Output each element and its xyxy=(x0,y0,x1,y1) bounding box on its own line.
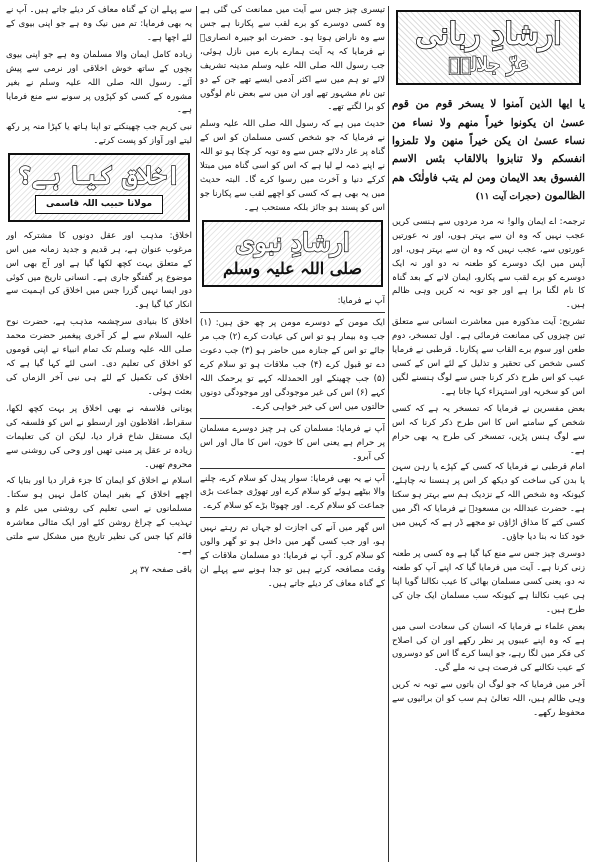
paragraph: آخر میں فرمایا کہ جو لوگ ان باتوں سے توبہ نہ کریں وہی ظالم ہیں، اللہ تعالیٰ ہم سب کو ان برائیوں سے محفوظ رکھے۔ xyxy=(392,680,585,719)
article-paragraph: یونانی فلاسفہ نے بھی اخلاق پر بہت کچھ لکھا، سقراط، افلاطون اور ارسطو نے اس کو فلسفہ کی ایک مستقل شاخ قرار دیا، لیکن ان کی تعلیمات زیادہ تر عقل پر مبنی تھیں اور وحی کی روشنی سے محروم تھیں۔ xyxy=(6,403,192,470)
continued-note: باقی صفحہ ۳۷ پر xyxy=(130,564,192,574)
hadith-paragraph: آپ نے فرمایا: مسلمان کی ہر چیز دوسرے مسلمان پر حرام ہے یعنی اس کا خون، اس کا مال اور اس کی آبرو۔ xyxy=(200,418,385,465)
paragraph: دوسری چیز جس سے منع کیا گیا ہے وہ کسی پر طعنہ زنی کرنا ہے۔ آیت میں فرمایا گیا کہ اپنے آپ کو طعنہ نہ دو، یعنی کسی مسلمان بھائی کا عیب نکالنا گویا اپنا ہی عیب نکالنا ہے کیونکہ سب مسلمان ایک جان کی طرح ہیں۔ xyxy=(392,549,585,615)
paragraph: نبی کریم جب چھینکتے تو اپنا ہاتھ یا کپڑا منہ پر رکھ لیتے اور آواز کو پست کرتے۔ xyxy=(6,122,192,147)
article-author: مولانا حبیب اللہ قاسمی xyxy=(35,195,163,214)
paragraph: ترجمہ: اے ایمان والو! نہ مرد مردوں سے ہنسی کریں عجب نہیں کہ وہ ان سے بہتر ہوں، اور نہ عورتیں عورتوں سے، عجب نہیں کہ وہ ان سے بہتر ہوں، اور آپس میں ایک دوسرے کو طعنہ نہ دو اور نہ ایک دوسرے کو برے لقب سے پکارو، ایمان لانے کے بعد گناہ کا نام لگنا برا ہے اور جو توبہ نہ کریں وہی ظالم ہیں۔ xyxy=(392,216,585,311)
article-title: اخلاق کیا ہے؟ xyxy=(17,161,181,191)
section-subtitle: صلی اللہ علیہ وسلم xyxy=(222,258,363,278)
hadith-paragraph: آپ نے یہ بھی فرمایا: سوار پیدل کو سلام کرے، چلنے والا بیٹھے ہوئے کو سلام کرے اور تھوڑی جماعت بڑی جماعت کو سلام کرے۔ اور چھوٹا بڑے کو سلام کرے۔ xyxy=(200,468,385,515)
quran-verse xyxy=(392,95,585,206)
section-title: ارشادِ ربانی xyxy=(415,17,562,52)
paragraph: بعض علماء نے فرمایا کہ انسان کی سعادت اسی میں ہے کہ وہ اپنے عیبوں پر نظر رکھے اور ان کی اصلاح کی فکر میں لگا رہے، جو ایسا کرے گا اس کو دوسروں کے عیب نکالنے کی فرصت ہی نہ ملے گی۔ xyxy=(392,621,585,674)
paragraph: امام قرطبی نے فرمایا کہ کسی کے کپڑے یا رہن سہن یا بدن کی ساخت کو دیکھ کر اس پر ہنسنا نہ چاہئے، کیونکہ وہ شخص اللہ کے نزدیک ہم سے بہتر ہو سکتا ہے۔ حضرت عبداللہ بن مسعودؓ نے فرمایا کہ اگر میں کسی کتے کا مذاق اڑاؤں تو مجھے ڈر ہے کہ کہیں میں خود کتا نہ بنا دیا جاؤں۔ xyxy=(392,462,585,543)
hadith-paragraph: ایک مومن کے دوسرے مومن پر چھ حق ہیں: (۱) جب وہ بیمار ہو تو اس کی عیادت کرے (۲) جب مر جائے تو اس کے جنازہ میں حاضر ہو (۳) جب دعوت دے تو قبول کرے (۴) جب ملاقات ہو تو سلام کرے (۵) جب چھینکے اور الحمدللہ کہے تو یرحمک اللہ کہے (۶) اس کی غیر موجودگی اور موجودگی دونوں حالتوں میں اس کی خیر خواہی کرے۔ xyxy=(200,312,385,414)
middle-column xyxy=(200,4,385,595)
column-divider xyxy=(196,6,197,862)
section-subtitle: عزّ جلالہٗ xyxy=(448,53,529,76)
paragraph: حدیث میں ہے کہ رسول اللہ صلی اللہ علیہ وسلم نے فرمایا کہ جو شخص کسی مسلمان کو اس کے گناہ پر عار دلائے جس سے وہ توبہ کر چکا ہو تو اللہ نے اپنے ذمہ لے لیا ہے کہ اس کو اسی گناہ میں مبتلا کرکے دنیا و آخرت میں رسوا کرے گا۔ البتہ حدیث میں یہ بھی ہے کہ کسی کو اچھے لقب سے پکارنا جو اس کو پسند ہو جائز بلکہ مستحب ہے۔ xyxy=(200,119,385,213)
paragraph: تشریح: آیت مذکورہ میں معاشرت انسانی سے متعلق تین چیزوں کی ممانعت فرمائی ہے۔ اول تمسخر، دوم طعن اور سوم برے القاب سے پکارنا۔ قرطبی نے فرمایا کسی شخص کی تحقیر و تذلیل کے لئے اس کے کسی عیب کو اس طرح ذکر کرنا جس سے لوگ ہنسنے لگیں اس کو سخریہ اور استہزاء کہا جاتا ہے۔ xyxy=(392,317,585,397)
verse-text: یا ایھا الذین آمنوا لا یسخر قوم من قوم عسیٰ ان یکونوا خیراً منھم ولا نساء من نساء عسیٰ ان یکن خیراً منھن ولا تلمزوا انفسکم ولا تنابزوا بالالقاب بئس الاسم الفسوق بعد الایمان ومن لم یتب فاولٰئک ھم الظالمون xyxy=(392,98,585,203)
irshad-nabawi-title-box xyxy=(202,220,383,288)
paragraph: زیادہ کامل ایمان والا مسلمان وہ ہے جو اپنی بیوی بچوں کے ساتھ خوش اخلاقی اور نرمی سے پیش آئے۔ رسول اللہ صلی اللہ علیہ وسلم نے بغیر مشورہ کے کسی کو کپڑوں پر سونے سے منع فرمایا ہے۔ xyxy=(6,49,192,116)
irshad-rabbani-title-box xyxy=(396,10,581,85)
verse-reference: (حجرات آیت ۱۱) xyxy=(475,192,541,203)
article-paragraph: اخلاق کا بنیادی سرچشمہ مذہب ہے، حضرت نوح علیہ السلام سے لے کر آخری پیغمبر حضرت محمد صلی اللہ علیہ وسلم تک تمام انبیاء نے اپنی قوموں کو اخلاق کی تعلیم دی۔ اسی لئے کہا گیا ہے کہ اخلاق کی تکمیل کے لئے ہی نبی آخر الزماں کی بعثت ہوئی۔ xyxy=(6,317,192,397)
left-column xyxy=(6,4,192,577)
column-divider xyxy=(388,6,389,862)
article-paragraph: اخلاق: مذہب اور عقل دونوں کا مشترکہ اور مرغوب عنوان ہے، ہر قدیم و جدید زمانہ میں اس کے متعلق بہت کچھ لکھا گیا ہے اور آج بھی اس موضوع پر گفتگو جاری ہے۔ انسانی تاریخ میں کوئی دور ایسا نہیں گزرا جس میں اخلاق کی اہمیت سے انکار کیا گیا ہو۔ xyxy=(6,230,192,311)
article-paragraph: اسلام نے اخلاق کو ایمان کا جزء قرار دیا اور بتایا کہ اچھے اخلاق کے بغیر ایمان کامل نہیں ہو سکتا۔ مسلمانوں نے اسی تعلیم کی روشنی میں علم و تہذیب کے چراغ روشن کئے اور ایک مثالی معاشرہ قائم کیا جس کی نظیر تاریخ میں مشکل سے ملتی ہے۔ xyxy=(6,476,192,557)
paragraph: تیسری چیز جس سے آیت میں ممانعت کی گئی ہے وہ کسی دوسرے کو برے لقب سے پکارنا ہے جس سے وہ ناراض ہوتا ہو۔ حضرت ابو جبیرہ انصاریؓ نے فرمایا کہ یہ آیت ہمارے بارے میں نازل ہوئی، جب رسول اللہ صلی اللہ علیہ وسلم مدینہ تشریف لائے تو ہم میں سے اکثر آدمی ایسے تھے جن کے دو تین نام مشہور تھے اور ان میں سے بعض نام لوگوں کو برا لگتے تھے۔ xyxy=(200,5,385,113)
akhlaq-title-box xyxy=(8,153,190,222)
section-title: ارشادِ نبوی xyxy=(235,227,350,257)
paragraph: سے پہلے ان کے گناہ معاف کر دیئے جاتے ہیں۔ آپ نے یہ بھی فرمایا: تم میں نیک وہ ہے جو اپنی بیوی کے لئے اچھا ہے۔ xyxy=(6,5,192,43)
paragraph: بعض مفسرین نے فرمایا کہ تمسخر یہ ہے کہ کسی شخص کے سامنے اس کا اس طرح ذکر کرنا کہ اس سے لوگ ہنس پڑیں، تمسخر کی طرح یہ بھی حرام ہے۔ xyxy=(392,403,585,456)
lead-text: آپ نے فرمایا: xyxy=(337,296,385,307)
right-column xyxy=(392,4,585,724)
hadith-paragraph: اس گھر میں آنے کی اجازت لو جہاں تم رہتے نہیں ہو، اور جب کسی گھر میں داخل ہو تو گھر والوں کو سلام کرو۔ آپ نے فرمایا: دو مسلمان ملاقات کے وقت مصافحہ کرتے ہیں تو جدا ہونے سے پہلے ان کے گناہ معاف کر دیئے جاتے ہیں۔ xyxy=(200,517,385,592)
